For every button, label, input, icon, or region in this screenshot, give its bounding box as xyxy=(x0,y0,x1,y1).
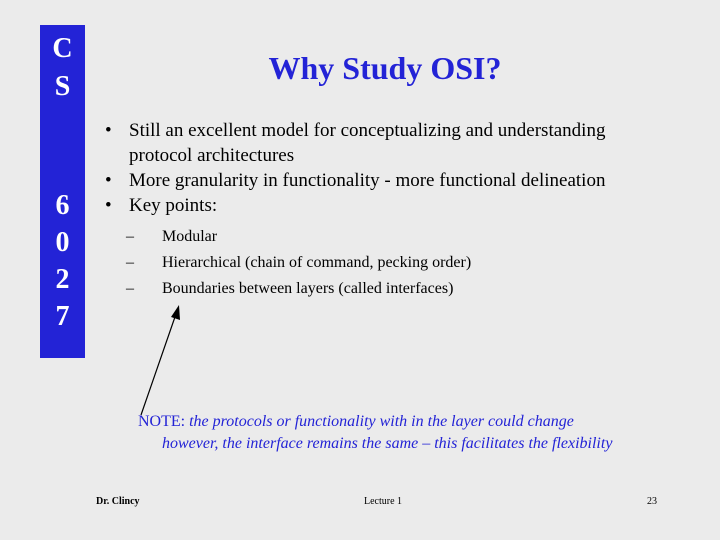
bullet-text-line: Still an excellent model for conceptualizing and understanding xyxy=(129,120,606,141)
course-number-digit: 6 xyxy=(55,190,70,221)
slide-title: Why Study OSI? xyxy=(268,50,502,86)
sub-bullet-text: Hierarchical (chain of command, pecking order) xyxy=(162,254,472,271)
course-number-digit: 0 xyxy=(55,227,70,258)
footer-author: Dr. Clincy xyxy=(96,496,140,507)
bullet-marker: • xyxy=(105,170,112,191)
bullet-text-line: Key points: xyxy=(129,195,218,216)
sub-bullet-text: Boundaries between layers (called interfaces) xyxy=(162,280,454,297)
sub-bullet-marker: – xyxy=(126,254,134,271)
bullet-text-line: protocol architectures xyxy=(129,145,295,166)
footer-lecture: Lecture 1 xyxy=(364,496,403,507)
note-label: NOTE: xyxy=(138,413,186,430)
arrow-line xyxy=(141,314,176,415)
course-letter: C xyxy=(52,33,73,64)
course-letter: S xyxy=(54,71,71,102)
note-text xyxy=(138,411,698,455)
note-line: however, the interface remains the same – this facilitates the flexibility xyxy=(162,435,613,452)
bullet-marker: • xyxy=(105,195,112,216)
footer-page-number: 23 xyxy=(647,496,657,507)
sub-bullet-text: Modular xyxy=(162,228,218,245)
sub-bullet-marker: – xyxy=(126,280,134,297)
arrow-head xyxy=(171,305,180,320)
course-number-digit: 7 xyxy=(55,301,70,332)
course-number-digit: 2 xyxy=(55,264,70,295)
sub-bullet-marker: – xyxy=(126,228,134,245)
bullet-text-line: More granularity in functionality - more functional delineation xyxy=(129,170,606,191)
note-body: the protocols or functionality with in the layer could change xyxy=(185,413,574,430)
note-line xyxy=(138,411,698,433)
bullet-marker: • xyxy=(105,120,112,141)
